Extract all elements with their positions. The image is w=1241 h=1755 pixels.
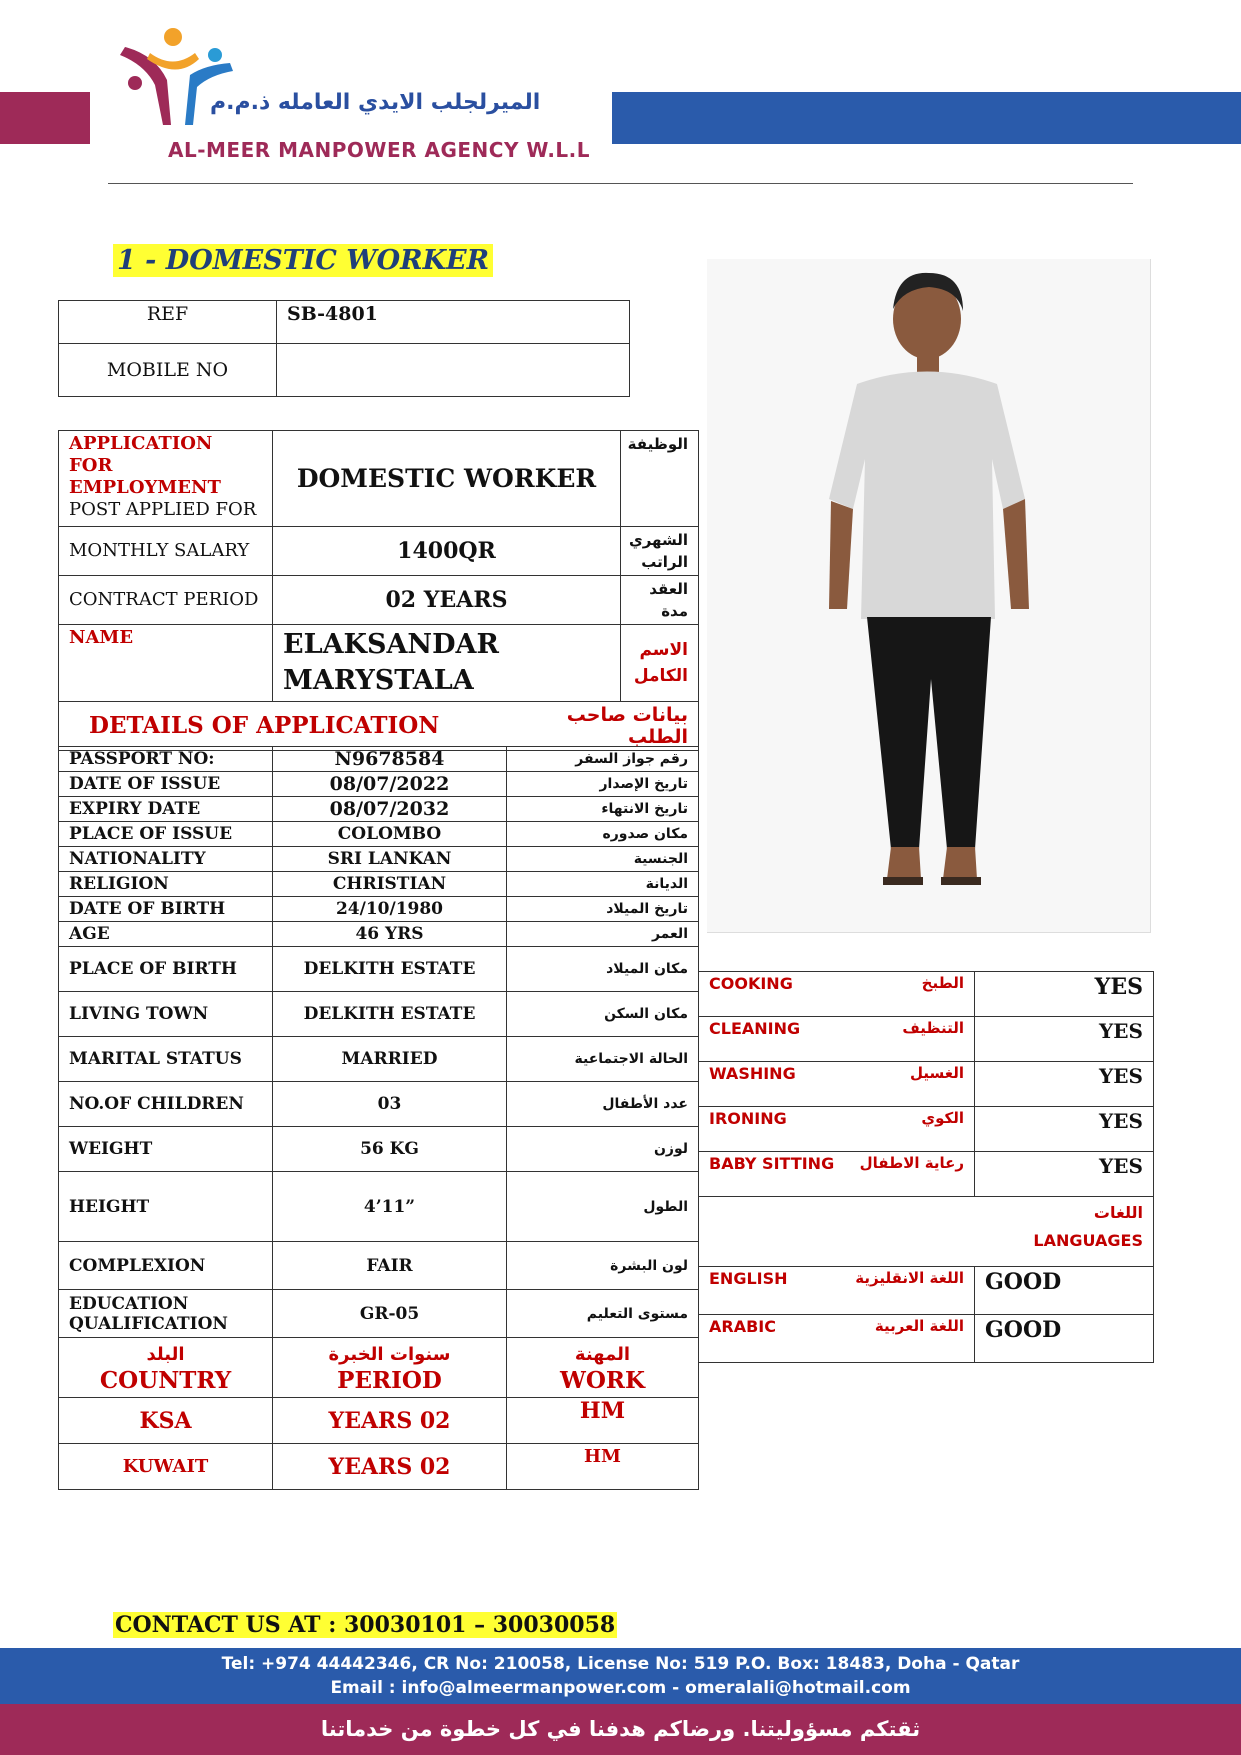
skill-label-ar: الكوي	[921, 1109, 964, 1127]
detail-label-ar: الطول	[507, 1172, 699, 1242]
exp-work-header-ar: المهنة	[574, 1343, 631, 1365]
detail-value: 03	[273, 1082, 507, 1127]
details-row	[59, 822, 699, 847]
detail-label: HEIGHT	[59, 1172, 273, 1242]
skill-label-cell	[699, 972, 975, 1017]
detail-label-ar: الحالة الاجتماعية	[507, 1037, 699, 1082]
detail-value: 08/07/2022	[273, 772, 507, 797]
detail-label-ar: رقم جواز السفر	[507, 747, 699, 772]
header-divider	[108, 183, 1133, 184]
skill-label-ar: الغسيل	[909, 1064, 964, 1082]
detail-label: EDUCATION QUALIFICATION	[59, 1290, 273, 1338]
detail-value: DELKITH ESTATE	[273, 947, 507, 992]
contract-label-ar: العقد مدة	[621, 576, 699, 625]
ref-value: SB-4801	[277, 301, 630, 344]
skill-label: COOKING	[709, 974, 793, 993]
detail-label: DATE OF ISSUE	[59, 772, 273, 797]
detail-label: MARITAL STATUS	[59, 1037, 273, 1082]
details-row	[59, 1082, 699, 1127]
detail-label-ar: مكان صدوره	[507, 822, 699, 847]
skill-label: BABY SITTING	[709, 1154, 835, 1173]
detail-value: MARRIED	[273, 1037, 507, 1082]
exp-country-header	[59, 1338, 273, 1398]
details-row	[59, 797, 699, 822]
salary-label: MONTHLY SALARY	[59, 527, 273, 576]
detail-label-ar: تاريخ الإصدار	[507, 772, 699, 797]
detail-value: CHRISTIAN	[273, 872, 507, 897]
language-row	[699, 1267, 1154, 1315]
languages-header-ar: اللغات	[1093, 1203, 1143, 1222]
detail-value: N9678584	[273, 747, 507, 772]
details-table	[58, 746, 699, 1490]
logo-arabic-text: الميرلجلب الايدي العامله ذ.م.م	[210, 90, 541, 115]
details-row	[59, 1127, 699, 1172]
detail-label: NATIONALITY	[59, 847, 273, 872]
skill-value: YES	[975, 1107, 1154, 1152]
name-label-ar: الاسم الكامل	[621, 625, 699, 702]
details-row	[59, 1037, 699, 1082]
detail-label-ar: مستوى التعليم	[507, 1290, 699, 1338]
exp-work-header	[507, 1338, 699, 1398]
details-row	[59, 1172, 699, 1242]
exp-period-header-label: PERIOD	[337, 1366, 442, 1394]
details-row	[59, 1290, 699, 1338]
post-applied-label: POST APPLIED FOR	[69, 499, 257, 520]
header-band-left	[0, 92, 90, 144]
languages-header-label: LANGUAGES	[1033, 1231, 1143, 1250]
language-label: ENGLISH	[709, 1269, 788, 1288]
detail-label-ar: مكان الميلاد	[507, 947, 699, 992]
ref-table	[58, 300, 630, 397]
footer-tagline: ثقتكم مسؤوليتنا. ورضاكم هدفنا في كل خطوة من خدماتنا	[0, 1704, 1241, 1755]
exp-work: HM	[507, 1398, 699, 1444]
detail-label: NO.OF CHILDREN	[59, 1082, 273, 1127]
details-of-application-heading: DETAILS OF APPLICATION	[59, 702, 507, 751]
page-title: 1 - DOMESTIC WORKER	[113, 244, 493, 277]
language-label-cell	[699, 1267, 975, 1315]
exp-period: YEARS 02	[273, 1444, 507, 1490]
detail-label: PLACE OF BIRTH	[59, 947, 273, 992]
skill-row	[699, 1107, 1154, 1152]
detail-value: DELKITH ESTATE	[273, 992, 507, 1037]
details-row	[59, 747, 699, 772]
skill-row	[699, 1017, 1154, 1062]
skill-label: WASHING	[709, 1064, 796, 1083]
exp-country: KSA	[59, 1398, 273, 1444]
skill-row	[699, 1062, 1154, 1107]
languages-header	[699, 1197, 1154, 1267]
detail-value: 24/10/1980	[273, 897, 507, 922]
detail-label-ar: الديانة	[507, 872, 699, 897]
detail-value: SRI LANKAN	[273, 847, 507, 872]
agency-logo-icon	[115, 25, 245, 135]
details-of-application-heading-ar: بيانات صاحب الطلب	[507, 702, 699, 751]
language-label-ar: اللغة الانقليزية	[855, 1269, 964, 1287]
skill-value: YES	[975, 1062, 1154, 1107]
detail-label-ar: تاريخ الانتهاء	[507, 797, 699, 822]
detail-value: 4’11”	[273, 1172, 507, 1242]
detail-label: PLACE OF ISSUE	[59, 822, 273, 847]
exp-period-header	[273, 1338, 507, 1398]
detail-label: LIVING TOWN	[59, 992, 273, 1037]
details-row	[59, 847, 699, 872]
contact-us: CONTACT US AT : 30030101 – 30030058	[115, 1612, 616, 1638]
skill-label-cell	[699, 1062, 975, 1107]
mobile-label: MOBILE NO	[59, 344, 277, 397]
skill-label-ar: التنظيف	[902, 1019, 964, 1037]
detail-value: FAIR	[273, 1242, 507, 1290]
details-row	[59, 947, 699, 992]
detail-label-ar: لوزن	[507, 1127, 699, 1172]
detail-value: GR-05	[273, 1290, 507, 1338]
skill-label-cell	[699, 1152, 975, 1197]
detail-value: 46 YRS	[273, 922, 507, 947]
application-table	[58, 430, 699, 751]
detail-label-ar: الجنسية	[507, 847, 699, 872]
skill-value: YES	[975, 1017, 1154, 1062]
language-label: ARABIC	[709, 1317, 776, 1336]
detail-label: EXPIRY DATE	[59, 797, 273, 822]
language-label-cell	[699, 1315, 975, 1363]
exp-work-header-label: WORK	[560, 1366, 645, 1394]
mobile-value	[277, 344, 630, 397]
detail-label-ar: لون البشرة	[507, 1242, 699, 1290]
details-row	[59, 992, 699, 1037]
skill-label: IRONING	[709, 1109, 787, 1128]
detail-value: 56 KG	[273, 1127, 507, 1172]
salary-label-ar: الشهري الراتب	[621, 527, 699, 576]
contract-value: 02 YEARS	[273, 576, 621, 625]
detail-label-ar: عدد الأطفال	[507, 1082, 699, 1127]
logo-english-text: AL-MEER MANPOWER AGENCY W.L.L	[168, 138, 591, 162]
detail-label: PASSPORT NO:	[59, 747, 273, 772]
exp-country-header-label: COUNTRY	[99, 1366, 232, 1394]
header-band-right	[612, 92, 1241, 144]
details-row	[59, 772, 699, 797]
salary-value: 1400QR	[273, 527, 621, 576]
skill-label: CLEANING	[709, 1019, 801, 1038]
exp-country-header-ar: البلد	[146, 1343, 185, 1365]
language-label-ar: اللغة العربية	[874, 1317, 964, 1335]
skill-label-ar: رعاية الاطفال	[859, 1154, 964, 1172]
skill-row	[699, 1152, 1154, 1197]
contract-label: CONTRACT PERIOD	[59, 576, 273, 625]
details-row	[59, 1242, 699, 1290]
detail-label: DATE OF BIRTH	[59, 897, 273, 922]
language-value: GOOD	[975, 1315, 1154, 1363]
language-row	[699, 1315, 1154, 1363]
detail-label-ar: العمر	[507, 922, 699, 947]
exp-country: KUWAIT	[59, 1444, 273, 1490]
details-row	[59, 922, 699, 947]
post-label-ar: الوظيفة	[621, 431, 699, 527]
detail-value: 08/07/2032	[273, 797, 507, 822]
footer-line-1: Tel: +974 44442346, CR No: 210058, License No: 519 P.O. Box: 18483, Doha - Qatar	[221, 1654, 1020, 1674]
detail-label: RELIGION	[59, 872, 273, 897]
detail-label-ar: تاريخ الميلاد	[507, 897, 699, 922]
skill-label-cell	[699, 1017, 975, 1062]
skill-label-cell	[699, 1107, 975, 1152]
application-for-employment-label: APPLICATION FOR EMPLOYMENT	[69, 433, 221, 498]
details-row	[59, 872, 699, 897]
language-value: GOOD	[975, 1267, 1154, 1315]
skill-value: YES	[975, 1152, 1154, 1197]
detail-label: COMPLEXION	[59, 1242, 273, 1290]
name-value: ELAKSANDAR MARYSTALA	[273, 625, 621, 702]
detail-label-ar: مكان السكن	[507, 992, 699, 1037]
skill-row	[699, 972, 1154, 1017]
detail-label: WEIGHT	[59, 1127, 273, 1172]
person-figure-icon	[707, 259, 1150, 932]
detail-label: AGE	[59, 922, 273, 947]
skills-table	[698, 971, 1154, 1363]
skill-value: YES	[975, 972, 1154, 1017]
footer-contact-band	[0, 1648, 1241, 1704]
post-value: DOMESTIC WORKER	[273, 431, 621, 527]
exp-period-header-ar: سنوات الخبرة	[328, 1343, 451, 1365]
details-row	[59, 897, 699, 922]
exp-work: HM	[507, 1444, 699, 1490]
applicant-photo	[707, 259, 1151, 933]
footer-line-2: Email : info@almeermanpower.com - omeralali@hotmail.com	[330, 1678, 911, 1698]
ref-label: REF	[59, 301, 277, 344]
detail-value: COLOMBO	[273, 822, 507, 847]
exp-period: YEARS 02	[273, 1398, 507, 1444]
skill-label-ar: الطبخ	[921, 974, 964, 992]
name-label: NAME	[59, 625, 273, 702]
